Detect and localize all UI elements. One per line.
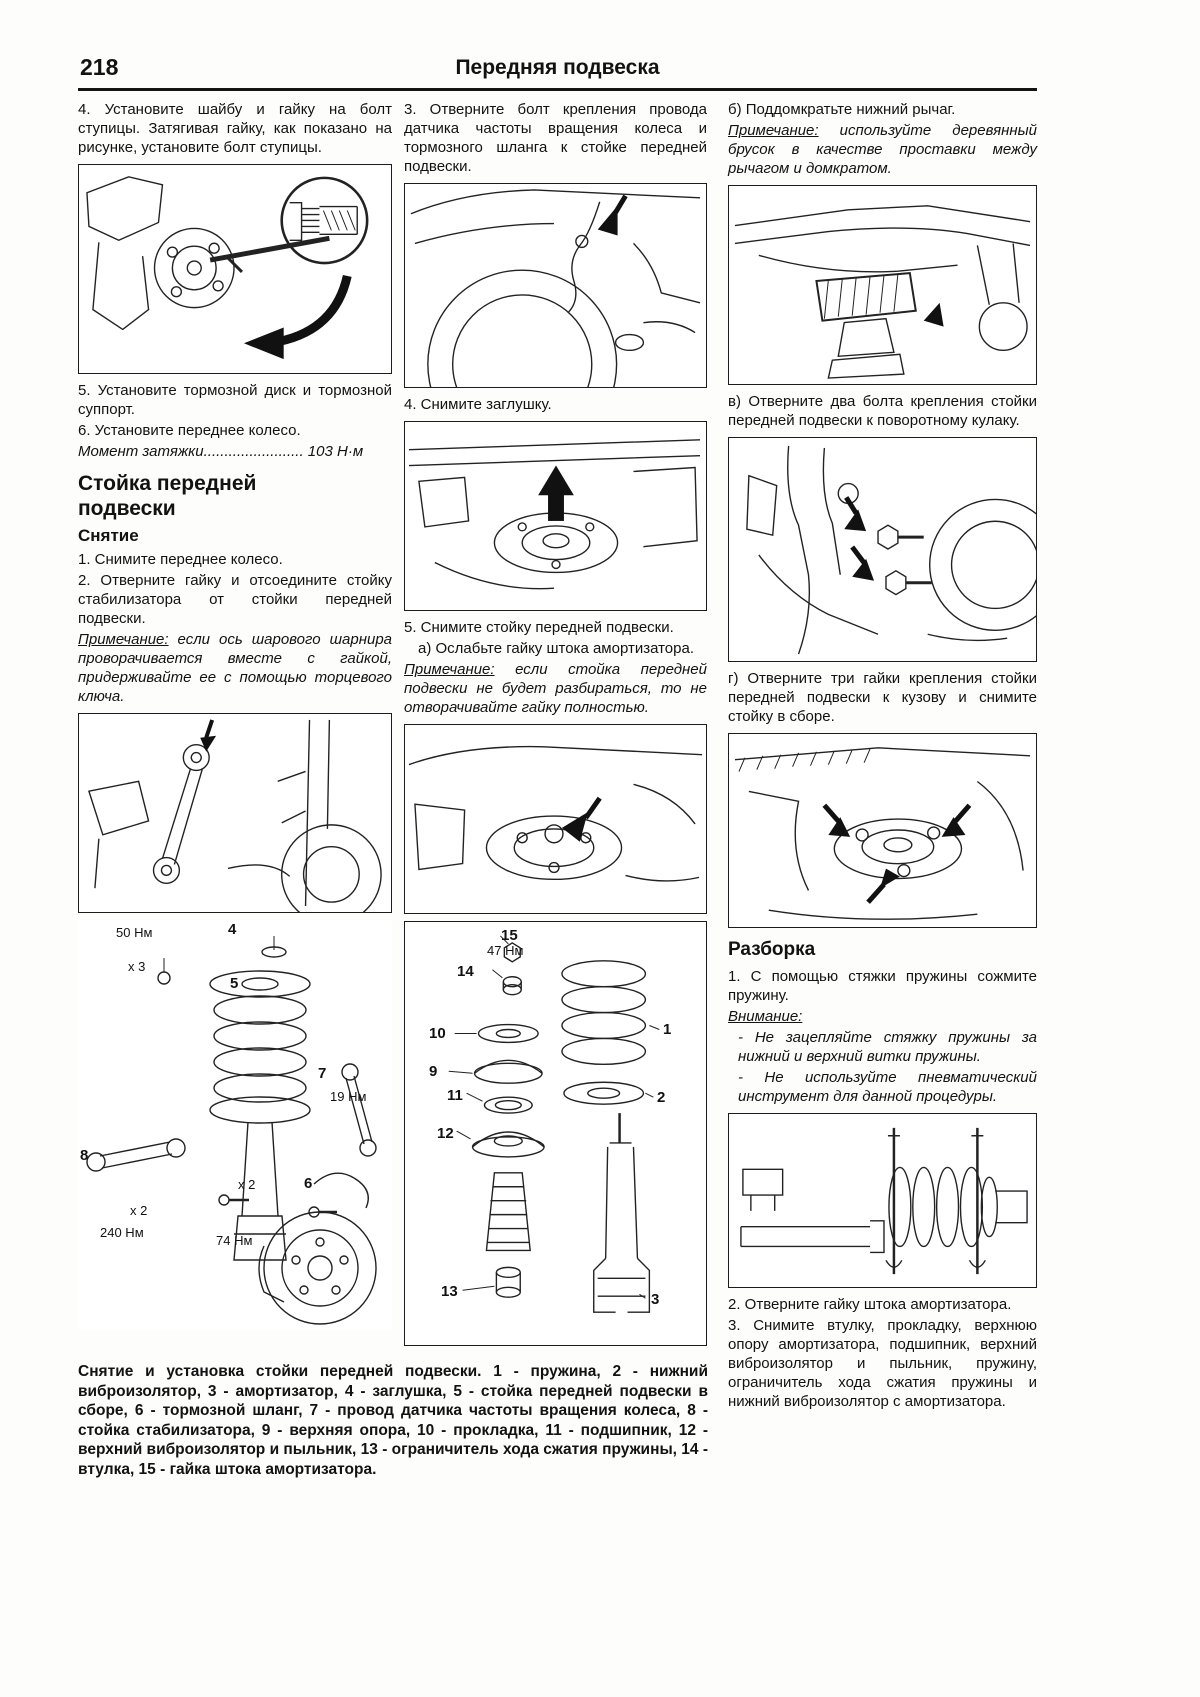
figure-shock-rod-nut bbox=[404, 724, 707, 914]
warning-label: Внимание: bbox=[728, 1008, 803, 1025]
part-number-label: 13 bbox=[441, 1283, 458, 1300]
torque-label: 50 Нм bbox=[116, 925, 153, 940]
note-label: Примечание: bbox=[78, 631, 169, 648]
torque-label: 47 Нм bbox=[487, 943, 524, 958]
step-paragraph: 3. Снимите втулку, прокладку, верхнюю опору амортизатора, подшипник, верхний виброизолятор и пыльник, пружину, ограничитель хода сжатия пружины и нижний виброизолятор с амортизатора. bbox=[728, 1317, 1037, 1410]
page-title: Передняя подвеска bbox=[455, 56, 660, 79]
section-title-disassembly: Разборка bbox=[728, 939, 816, 960]
step-paragraph: 4. Снимите заглушку. bbox=[404, 396, 552, 413]
note-paragraph bbox=[728, 121, 1037, 178]
note-paragraph bbox=[78, 630, 392, 706]
figure-body-nuts bbox=[728, 733, 1037, 928]
part-number-label: 8 bbox=[80, 1147, 89, 1164]
substep-paragraph: в) Отверните два болта крепления стойки передней подвески к поворотному кулаку. bbox=[728, 393, 1037, 429]
figure-speed-sensor-bolt bbox=[404, 183, 707, 388]
step-paragraph: 1. С помощью стяжки пружины сожмите пружину. bbox=[728, 968, 1037, 1004]
step-paragraph: 5. Установите тормозной диск и тормозной суппорт. bbox=[78, 382, 392, 418]
figure-strut-exploded-parts bbox=[404, 921, 707, 1346]
step-paragraph: 2. Отверните гайку штока амортизатора. bbox=[728, 1296, 1012, 1313]
part-number-label: 10 bbox=[429, 1025, 446, 1042]
substep-paragraph: б) Поддомкратьте нижний рычаг. bbox=[728, 101, 956, 118]
torque-label: 19 Нм bbox=[330, 1089, 367, 1104]
subsection-removal: Снятие bbox=[78, 526, 139, 545]
part-number-label: 3 bbox=[651, 1291, 660, 1308]
substep-paragraph: г) Отверните три гайки крепления стойки передней подвески к кузову и снимите стойку в сборе. bbox=[728, 670, 1037, 725]
part-number-label: 9 bbox=[429, 1063, 438, 1080]
torque-spec: Момент затяжки........................ 103 Н·м bbox=[78, 443, 364, 460]
torque-label: 74 Нм bbox=[216, 1233, 253, 1248]
figure-jack-lower-arm bbox=[728, 185, 1037, 385]
column-left bbox=[78, 100, 392, 1337]
part-number-label: 7 bbox=[318, 1065, 327, 1082]
header-rule bbox=[78, 88, 1037, 91]
part-number-label: 2 bbox=[657, 1089, 666, 1106]
note-paragraph bbox=[404, 660, 707, 717]
step-paragraph: 5. Снимите стойку передней подвески. bbox=[404, 619, 674, 636]
torque-label: 240 Нм bbox=[100, 1225, 144, 1240]
part-number-label: 14 bbox=[457, 963, 474, 980]
count-label: x 3 bbox=[128, 959, 146, 974]
warning-item: - Не используйте пневматический инструмент для данной процедуры. bbox=[738, 1069, 1037, 1105]
step-paragraph: 2. Отверните гайку и отсоедините стойку стабилизатора от стойки передней подвески. bbox=[78, 572, 392, 627]
page-number: 218 bbox=[80, 54, 119, 80]
part-number-label: 5 bbox=[230, 975, 239, 992]
note-text: если стойка передней подвески не будет разбираться, то не отворачивайте гайку полностью. bbox=[404, 661, 707, 716]
part-number-label: 4 bbox=[228, 921, 237, 938]
part-number-label: 6 bbox=[304, 1175, 313, 1192]
step-paragraph: 3. Отверните болт крепления провода датчика частоты вращения колеса и тормозного шланга к стойке передней подвески. bbox=[404, 101, 707, 175]
figure-cap-removal bbox=[404, 421, 707, 611]
step-paragraph: 4. Установите шайбу и гайку на болт ступицы. Затягивая гайку, как показано на рисунке, установите болт ступицы. bbox=[78, 101, 392, 156]
figure-strut-exploded-overview bbox=[78, 920, 392, 1330]
figure-caption: Снятие и установка стойки передней подвески. 1 - пружина, 2 - нижний виброизолятор, 3 - амортизатор, 4 - заглушка, 5 - стойка передней подвески в сборе, 6 - тормозной шланг, 7 - провод датчика частоты вращения колеса, 8 - стойка стабилизатора, 9 - верхняя опора, 10 - прокладка, 11 - подшипник, 12 - верхний виброизолятор и пыльник, 13 - ограничитель хода сжатия пружины, 14 - втулка, 15 - гайка штока амортизатора. bbox=[78, 1363, 709, 1478]
substep-paragraph: а) Ослабьте гайку штока амортизатора. bbox=[418, 640, 694, 657]
figure-stabilizer-link bbox=[78, 713, 392, 913]
column-right bbox=[728, 100, 1037, 1413]
part-number-label: 15 bbox=[501, 927, 518, 944]
figure-knuckle-bolts bbox=[728, 437, 1037, 662]
note-text: если ось шарового шарнира проворачивается вместе с гайкой, придерживайте ее с помощью торцевого ключа. bbox=[78, 631, 392, 705]
part-number-label: 11 bbox=[447, 1087, 463, 1104]
count-label: x 2 bbox=[238, 1177, 256, 1192]
note-text: используйте деревянный брусок в качестве проставки между рычагом и домкратом. bbox=[728, 122, 1037, 177]
note-label: Примечание: bbox=[404, 661, 495, 678]
warning-paragraph bbox=[728, 1007, 1037, 1026]
step-paragraph: 1. Снимите переднее колесо. bbox=[78, 551, 283, 568]
figure-hub-bolt-install bbox=[78, 164, 392, 374]
column-middle bbox=[404, 100, 707, 1353]
note-label: Примечание: bbox=[728, 122, 819, 139]
warning-item: - Не зацепляйте стяжку пружины за нижний и верхний витки пружины. bbox=[738, 1029, 1037, 1065]
part-number-label: 12 bbox=[437, 1125, 454, 1142]
section-title-front-strut: Стойка передней подвески bbox=[78, 472, 257, 520]
figure-spring-compressor bbox=[728, 1113, 1037, 1288]
step-paragraph: 6. Установите переднее колесо. bbox=[78, 422, 301, 439]
part-number-label: 1 bbox=[663, 1021, 672, 1038]
count-label: x 2 bbox=[130, 1203, 148, 1218]
